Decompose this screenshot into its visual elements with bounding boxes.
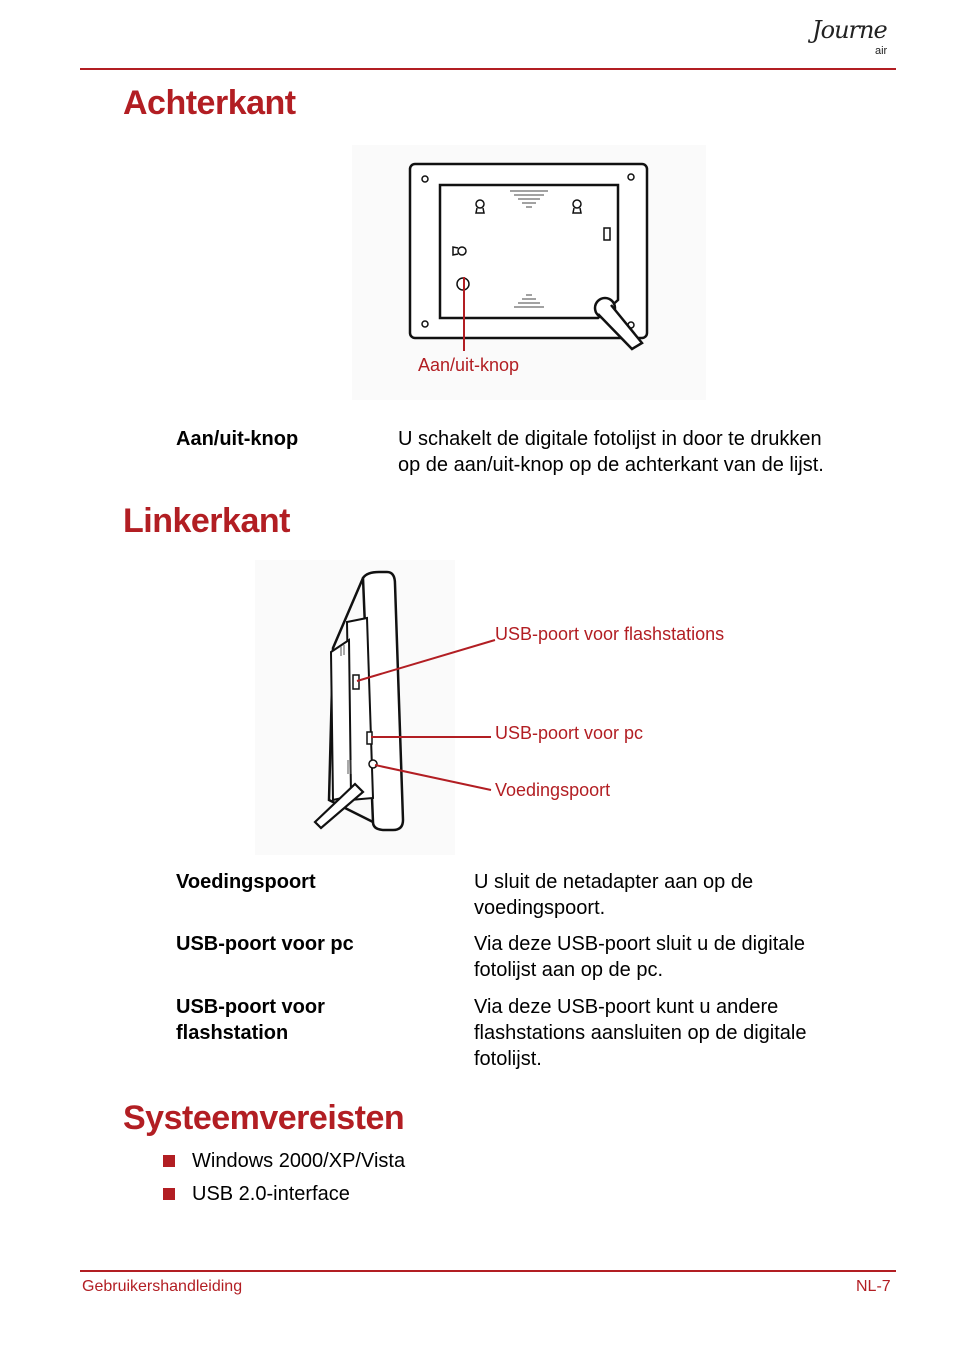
term-aan-uit-knop: Aan/uit-knop [176,428,299,450]
section-title-achterkant: Achterkant [123,84,296,122]
desc-voedingspoort: U sluit de netadapter aan op de voedingspoort. [474,871,754,919]
header-rule [80,68,896,70]
desc-usb-poort-flashstation: Via deze USB-poort kunt u andere flashstations aansluiten op de digitale fotolijst. [474,996,807,1070]
callout-usb-pc: USB-poort voor pc [495,723,644,743]
desc-aan-uit-knop: U schakelt de digitale fotolijst in door te drukken op de aan/uit-knop op de achterkant van de lijst. [398,428,824,476]
power-port-drawing [369,760,377,768]
logo-script: Journe [812,16,887,44]
desc-usb-poort-pc: Via deze USB-poort sluit u de digitale fotolijst aan op de pc. [474,933,805,981]
bullet-windows: Windows 2000/XP/Vista [192,1150,406,1172]
bullet-square-icon [163,1155,175,1167]
footer-page-number: NL-7 [856,1278,891,1295]
usb-flash-port-drawing [353,675,359,689]
bullet-usb: USB 2.0-interface [192,1183,350,1205]
footer-manual-title: Gebruikershandleiding [82,1278,243,1295]
section-title-systeemvereisten: Systeemvereisten [123,1099,405,1137]
footer-rule [80,1270,896,1272]
section-title-linkerkant: Linkerkant [123,502,290,540]
side-view-illustration [255,560,775,855]
logo-air: air [875,45,888,57]
callout-usb-flash: USB-poort voor flashstations [495,624,725,644]
term-usb-poort-pc: USB-poort voor pc [176,933,354,955]
callout-aan-uit-knop: Aan/uit-knop [418,355,520,375]
back-view-illustration [352,145,706,400]
bullet-square-icon [163,1188,175,1200]
callout-voedingspoort: Voedingspoort [495,780,611,800]
term-voedingspoort: Voedingspoort [176,871,316,893]
term-usb-poort-flashstation: USB-poort voor flashstation [176,996,325,1044]
journe-air-logo [808,14,898,66]
